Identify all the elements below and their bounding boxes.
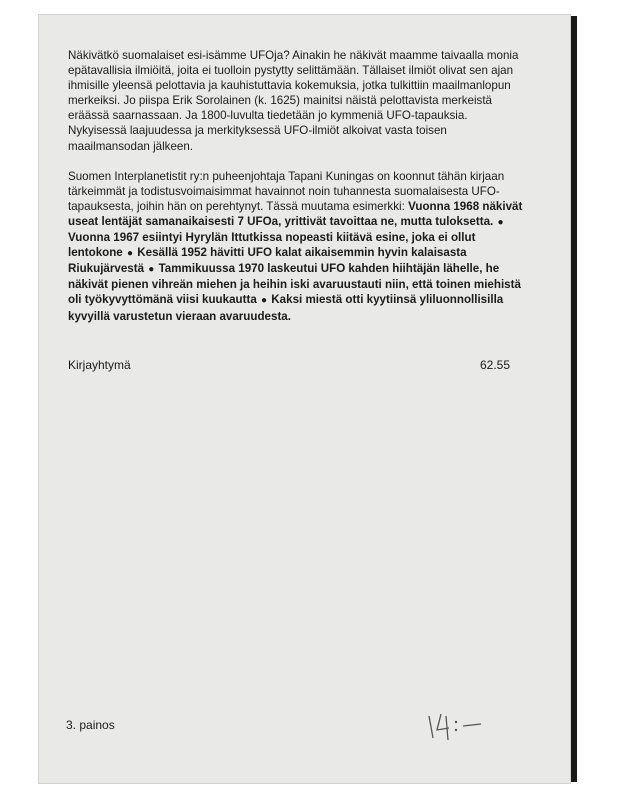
example-2: Vuonna 1967 esiintyi Hyrylän Ittutkissa nopeasti kiitävä esine, joka ei ollut lentokone <box>68 231 476 260</box>
bullet-icon: ● <box>497 216 504 228</box>
bullet-icon: ● <box>148 264 155 276</box>
example-5: Kaksi miestä otti kyytiinsä yliluonnollisilla kyvyillä varustetun vieraan avaruudesta. <box>68 293 504 323</box>
blurb-paragraph-1: Näkivätkö suomalaiset esi-isämme UFOja? Ainakin he näkivät maamme taivaalla monia epätavallisia ilmiöitä, joita ei tuolloin pystytty selittämään. Tällaiset ilmiöt olivat sen ajan ihmisille yleensä pelottavia ja kauhistuttavia kokemuksia, jotka tulkittiin maailmanlopun merkeiksi. Jo piispa Erik Sorolainen (k. 1625) mainitsi näistä pelottavista merkeistä eräässä saarnassaan. Ja 1800-luvulta tiedetään jo kymmeniä UFO-tapauksia. Nykyisessä laajuudessa ja merkityksessä UFO-ilmiöt alkoivat vasta toisen maailmansodan jälkeen. <box>68 49 519 153</box>
example-3: Kesällä 1952 hävitti UFO kalat aikaisemmin hyvin kalaisasta Riukujärvestä <box>68 246 467 276</box>
bullet-icon: ● <box>127 248 134 260</box>
example-1: Vuonna 1968 näkivät useat lentäjät samanaikaisesti 7 UFOa, yrittivät tavoittaa ne, mutta tuloksetta. <box>68 199 523 228</box>
blurb-text <box>68 48 528 324</box>
bullet-icon: ● <box>261 295 268 307</box>
intro-text: Suomen Interplanetistit ry:n puheenjohtaja Tapani Kuningas on koonnut tähän kirjaan tärkeimmät ja todistusvoimaisimmat havainnot noin tuhannesta suomalaisesta UFO-tapauksesta, joihin hän on perehtynyt. Tässä muutama esimerkki: <box>68 169 505 213</box>
example-4: Tammikuussa 1970 laskeutui UFO kahden hiihtäjän lähelle, he näkivät pienen vihreän miehen ja heihin iski avaruustauti niin, että toinen miehistä oli työkyvyttömänä viisi kuukautta <box>68 262 521 307</box>
publisher-name: Kirjayhtymä <box>68 358 131 372</box>
blurb-paragraph-2 <box>68 169 528 324</box>
price-label: 62.55 <box>480 358 511 372</box>
edition-label: 3. painos <box>66 718 115 732</box>
handwritten-price-note <box>425 708 495 742</box>
